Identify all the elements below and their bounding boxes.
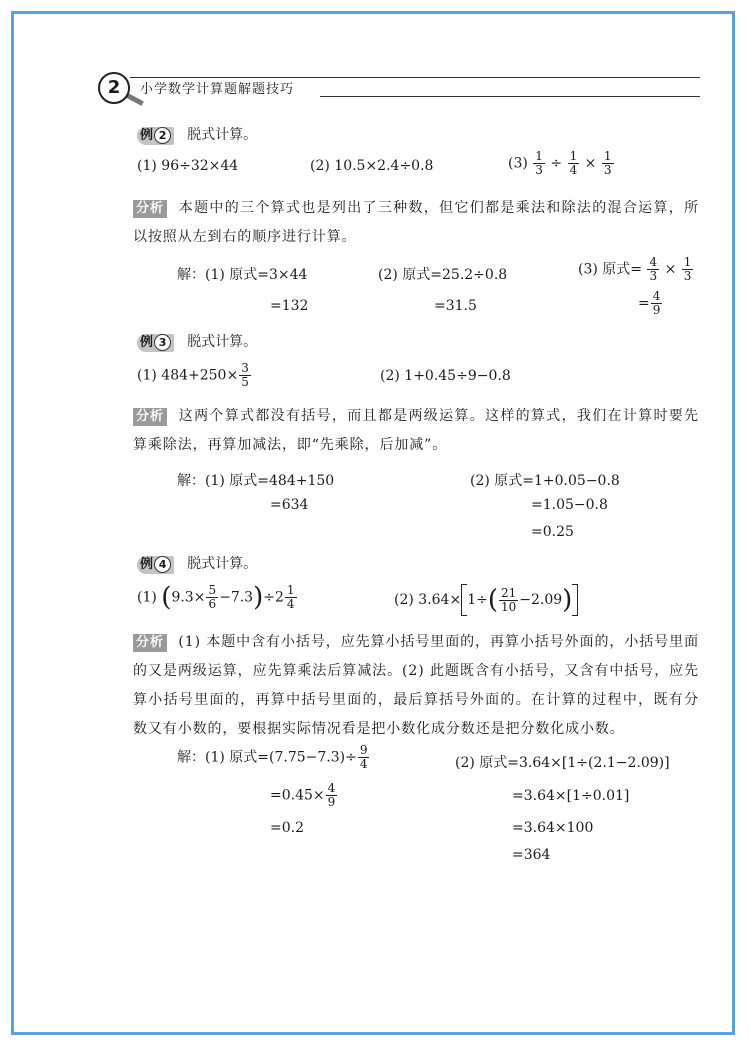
example-4-heading: 例 4 脱式计算。 [137, 553, 257, 574]
ex4-solution-2-step-2: =3.64×100 [512, 820, 594, 836]
ex4-solution-1-step: =0.45× $\frac{4}{9}$ [270, 781, 336, 809]
ex4-solution-2: (2) 原式=3.64×[1÷(2.1−2.09)] [455, 755, 670, 771]
example-badge: 例 2 [137, 127, 174, 145]
ex3-solution-2: (2) 原式=1+0.05−0.8 [470, 473, 620, 489]
page-number: 2 [98, 72, 130, 104]
ex2-solution-1: 解：(1) 原式=3×44 [177, 267, 308, 283]
ex2-solution-2-result: =31.5 [434, 298, 477, 314]
ex2-question-2: (2) 10.5×2.4÷0.8 [310, 158, 434, 174]
ex4-analysis: 分析 (1) 本题中含有小括号，应先算小括号里面的，再算小括号外面的，小括号里面的又是两级运算，应先算乘法后算减法。(2) 此题既含有小括号，又含有中括号，应先算小括号里面的，再算中括号里面的，最后算括号外面的。在计算的过程中，既有分数又有小数的，要根据实际情况看是把小数化成分数还是把分数化成小数。 [133, 634, 699, 737]
ex2-solution-1-result: =132 [270, 298, 309, 314]
ex2-analysis: 分析 本题中的三个算式也是列出了三种数，但它们都是乘法和除法的混合运算，所以按照从左到右的顺序进行计算。 [133, 200, 699, 245]
ex3-solution-1-result: =634 [270, 497, 309, 513]
ex2-solution-3-result: = $\frac{4}{9}$ [638, 289, 661, 317]
ex2-solution-2: (2) 原式=25.2÷0.8 [378, 267, 508, 283]
ex3-solution-1: 解：(1) 原式=484+150 [177, 473, 335, 489]
ex4-question-1: (1) (9.3× $\frac{5}{6}$ −7.3)÷2 $\frac{1}{4}$ [137, 582, 295, 613]
ex2-question-1: (1) 96÷32×44 [137, 158, 239, 174]
ex4-solution-2-step-1: =3.64×[1÷0.01] [512, 788, 630, 804]
ex4-solution-1: 解：(1) 原式=(7.75−7.3)÷ $\frac{9}{4}$ [177, 743, 368, 771]
ex3-question-2: (2) 1+0.45÷9−0.8 [380, 368, 511, 384]
ex4-solution-2-result: =364 [512, 847, 551, 863]
analysis-badge: 分析 [133, 200, 167, 218]
ex3-solution-2-step: =1.05−0.8 [531, 497, 608, 513]
ex3-question-1: (1) 484+250× $\frac{3}{5}$ [137, 361, 249, 389]
example-title: 脱式计算。 [187, 127, 258, 143]
ex4-solution-1-result: =0.2 [270, 820, 304, 836]
ex4-question-2: (2) 3.64× 1÷( $\frac{21}{10}$ −2.09) [394, 584, 578, 616]
ex2-solution-3: (3) 原式= $\frac{4}{3}$ × $\frac{1}{3}$ [578, 255, 692, 283]
example-2-heading [137, 124, 257, 145]
header-rule-bottom [320, 96, 700, 97]
book-title: 小学数学计算题解题技巧 [140, 82, 295, 97]
ex3-analysis: 分析 这两个算式都没有括号，而且都是两级运算。这样的算式，我们在计算时要先算乘除法，再算加减法，即“先乘除，后加减”。 [133, 408, 699, 453]
ex2-question-3: (3) $\frac{1}{3}$ ÷ $\frac{1}{4}$ × $\frac{1}{3}$ [508, 149, 612, 177]
example-3-heading: 例 3 脱式计算。 [137, 331, 257, 352]
ex3-solution-2-result: =0.25 [531, 524, 574, 540]
